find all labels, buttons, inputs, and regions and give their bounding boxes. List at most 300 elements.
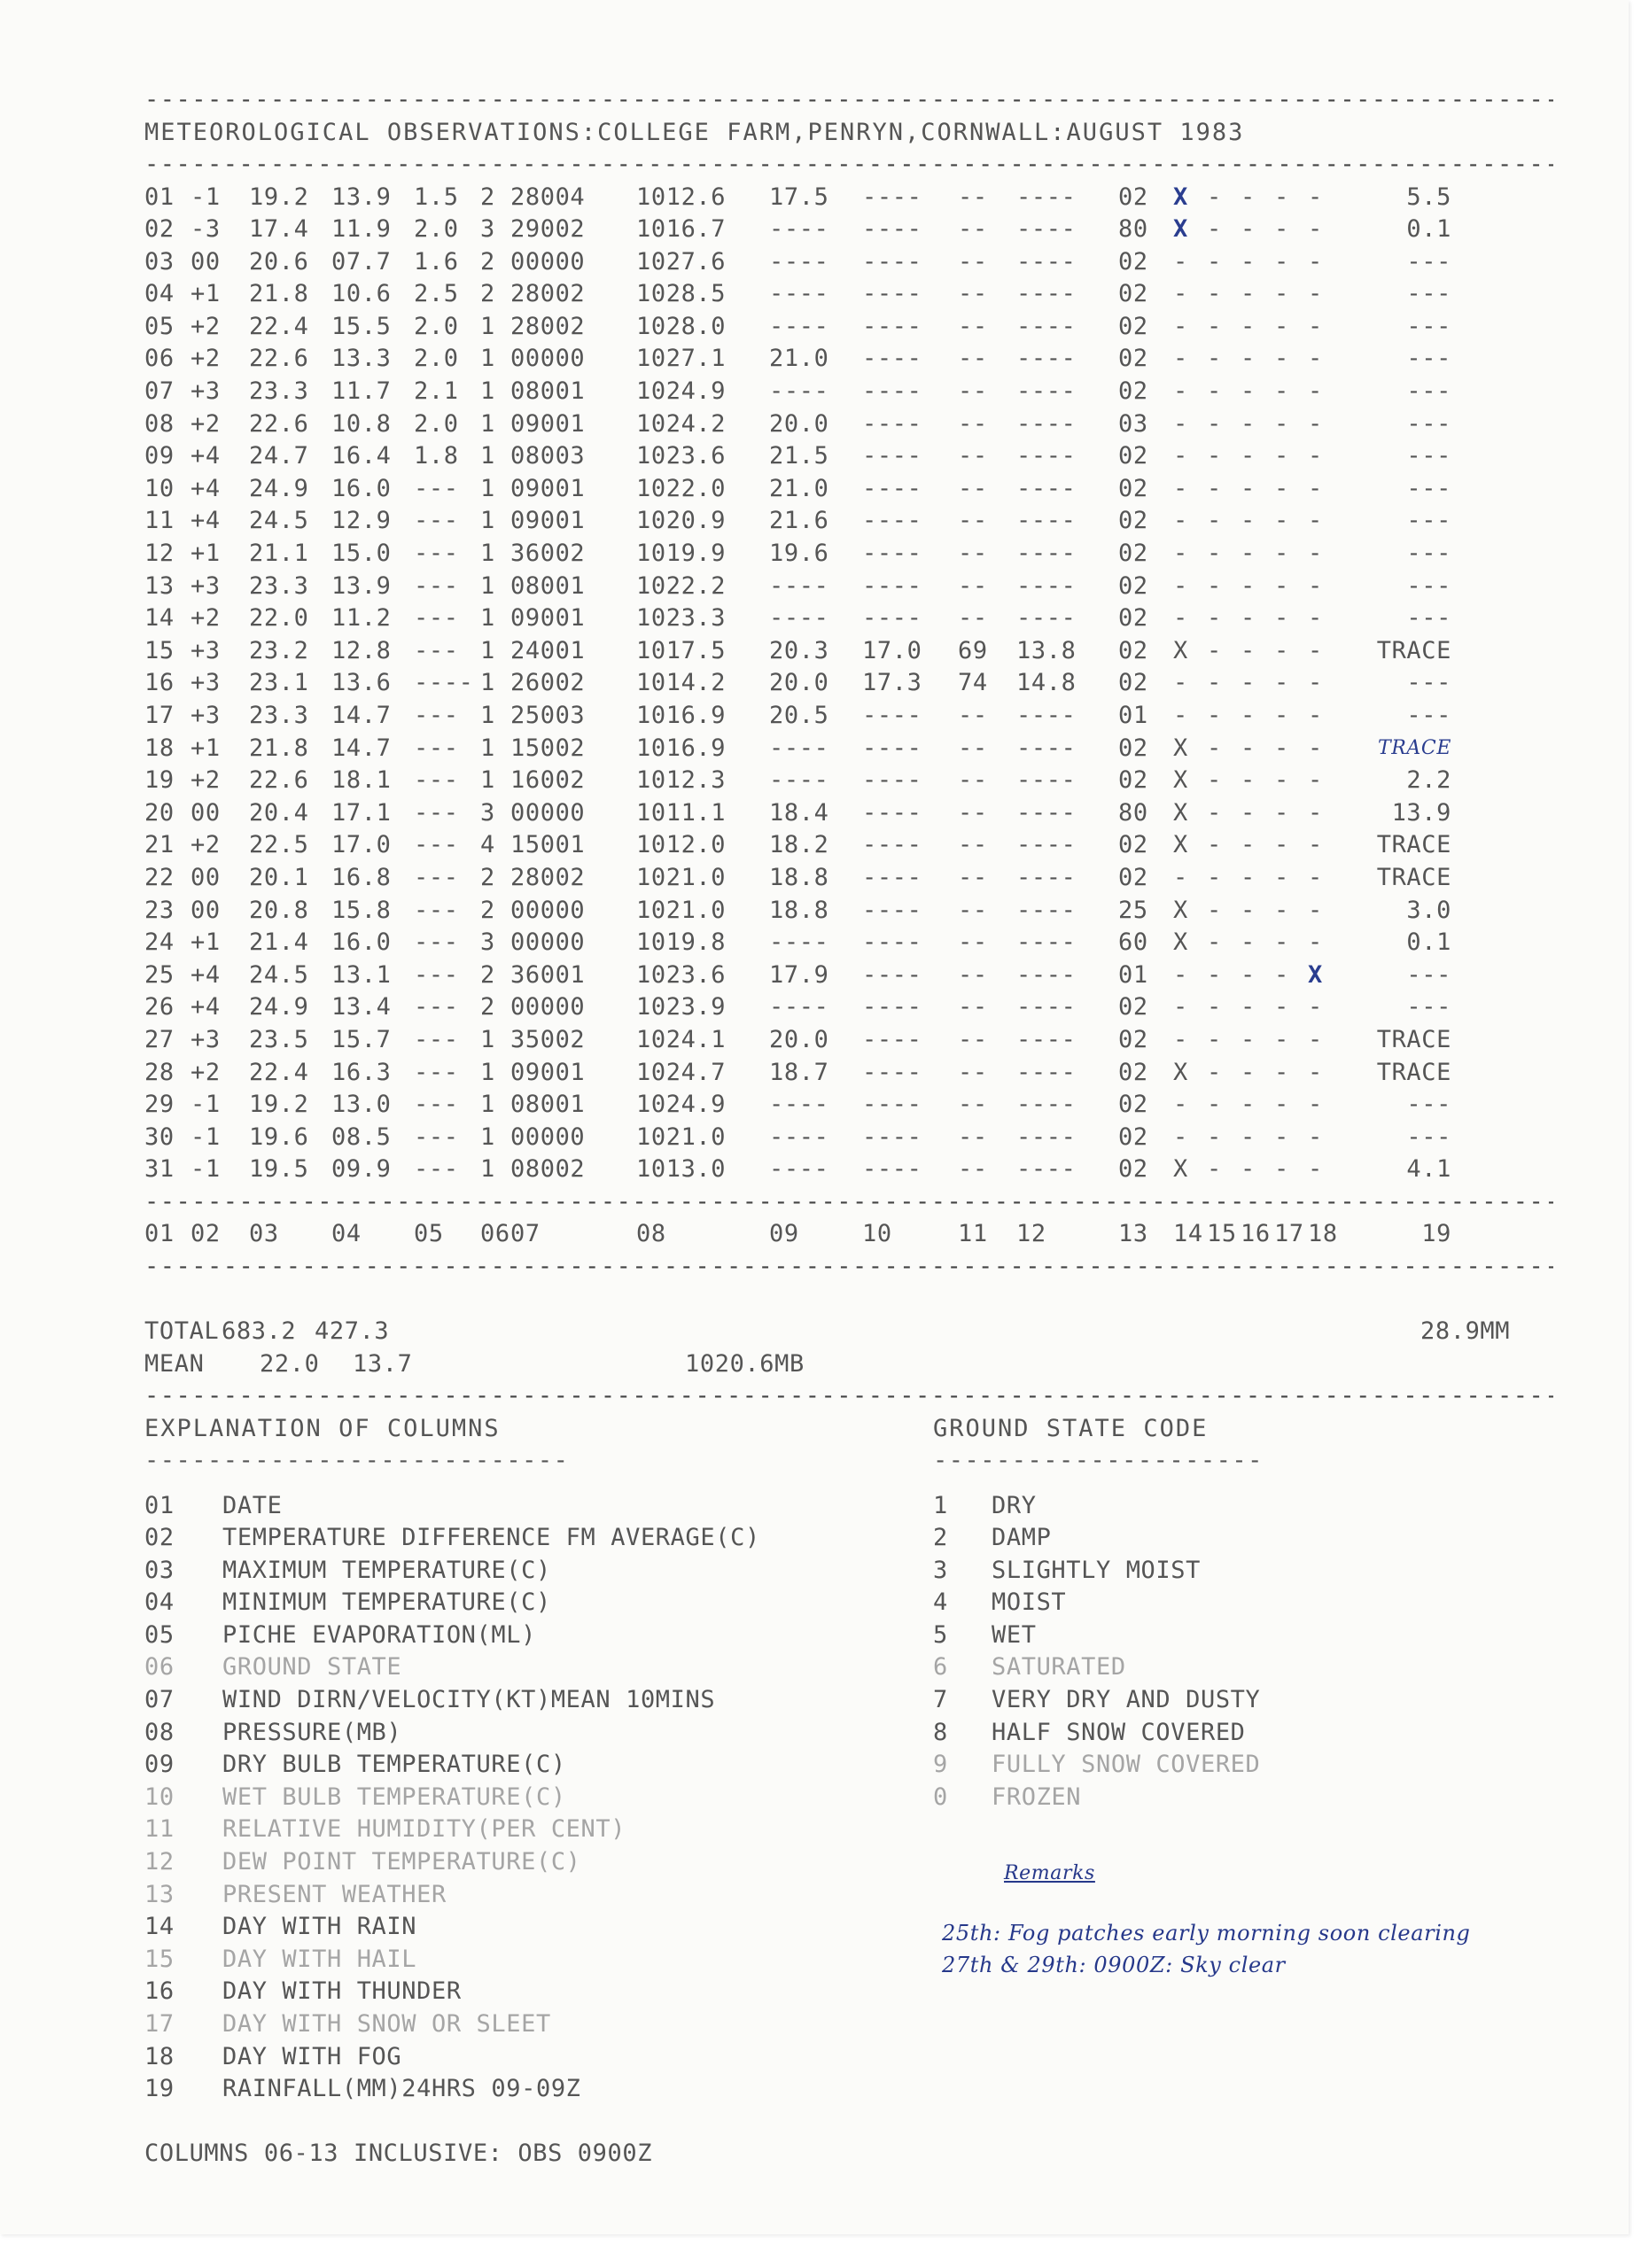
- cell-col-05: 1.5: [414, 183, 459, 211]
- column-explanation-item: [144, 2041, 933, 2074]
- cell-col-02: +4: [191, 442, 221, 470]
- cell-col-18: -: [1308, 831, 1323, 859]
- cell-col-01: 31: [144, 1155, 175, 1184]
- cell-col-02: +3: [191, 1025, 221, 1053]
- cell-col-08: 1023.9: [636, 993, 727, 1021]
- mean-max: 22.0: [260, 1349, 320, 1378]
- cell-col-01: 17: [144, 702, 175, 729]
- cell-col-08: 1023.6: [636, 442, 727, 470]
- column-number: 10: [862, 1220, 892, 1248]
- cell-col-14: X: [1173, 1058, 1188, 1086]
- cell-col-02: 00: [191, 247, 221, 276]
- cell-col-02: +3: [191, 702, 221, 729]
- cell-col-04: 11.9: [331, 215, 392, 244]
- ground-code-text: HALF SNOW COVERED: [992, 1718, 1246, 1746]
- cell-col-11: --: [958, 896, 988, 924]
- cell-col-14: -: [1173, 247, 1188, 276]
- cell-col-19: TRACE: [1377, 736, 1451, 759]
- cell-col-19: TRACE: [1376, 863, 1451, 891]
- cell-col-18: -: [1308, 766, 1323, 795]
- column-number-row: [144, 1218, 1553, 1251]
- column-number: 11: [958, 1220, 988, 1248]
- column-explanation-item: [144, 1651, 933, 1684]
- cell-col-19: ---: [1406, 571, 1451, 600]
- cell-col-10: ----: [862, 734, 922, 762]
- cell-col-16: -: [1241, 734, 1256, 762]
- cell-col-07: 00000: [510, 798, 586, 827]
- cell-col-14: X: [1173, 1155, 1188, 1184]
- cell-col-06: 2: [480, 993, 495, 1021]
- cell-col-13: 02: [1118, 183, 1148, 211]
- cell-col-07: 25003: [510, 702, 586, 729]
- cell-col-01: 04: [144, 280, 175, 308]
- column-explanation-number: 13: [144, 1880, 175, 1908]
- cell-col-04: 13.6: [331, 669, 392, 697]
- cell-col-01: 20: [144, 798, 175, 827]
- cell-col-14: -: [1173, 571, 1188, 600]
- cell-col-11: --: [958, 1091, 988, 1119]
- column-explanation-number: 09: [144, 1751, 175, 1779]
- cell-col-03: 22.6: [249, 345, 309, 373]
- cell-col-05: ---: [414, 766, 459, 795]
- cell-col-19: ---: [1406, 604, 1451, 633]
- cell-col-02: -3: [191, 215, 221, 244]
- observation-table: [144, 182, 1553, 1186]
- cell-col-09: ----: [769, 312, 829, 340]
- cell-col-02: +2: [191, 831, 221, 859]
- cell-col-15: -: [1207, 409, 1222, 438]
- cell-col-14: -: [1173, 702, 1188, 729]
- cell-col-16: -: [1241, 636, 1256, 664]
- cell-col-12: ----: [1016, 1122, 1077, 1151]
- cell-col-12: ----: [1016, 474, 1077, 502]
- cell-col-04: 11.7: [331, 377, 392, 406]
- cell-col-11: --: [958, 863, 988, 891]
- cell-col-07: 09001: [510, 604, 586, 633]
- cell-col-17: -: [1274, 442, 1289, 470]
- cell-col-13: 25: [1118, 896, 1148, 924]
- cell-col-08: 1014.2: [636, 669, 727, 697]
- cell-col-06: 1: [480, 734, 495, 762]
- cell-col-05: ---: [414, 571, 459, 600]
- cell-col-10: ----: [862, 798, 922, 827]
- cell-col-19: 0.1: [1406, 215, 1451, 244]
- cell-col-04: 13.9: [331, 183, 392, 211]
- column-explanation-item: [144, 1490, 933, 1523]
- cell-col-04: 17.1: [331, 798, 392, 827]
- ground-code-number: 2: [933, 1524, 948, 1552]
- cell-col-01: 30: [144, 1122, 175, 1151]
- cell-col-14: -: [1173, 1122, 1188, 1151]
- cell-col-09: ----: [769, 928, 829, 957]
- cell-col-17: -: [1274, 766, 1289, 795]
- cell-col-19: TRACE: [1376, 831, 1451, 859]
- table-row: [144, 602, 1553, 635]
- cell-col-10: ----: [862, 993, 922, 1021]
- cell-col-19: 2.2: [1406, 766, 1451, 795]
- cell-col-18: -: [1308, 409, 1323, 438]
- cell-col-18: -: [1308, 1122, 1323, 1151]
- cell-col-12: ----: [1016, 1091, 1077, 1119]
- cell-col-04: 13.0: [331, 1091, 392, 1119]
- cell-col-13: 02: [1118, 540, 1148, 568]
- cell-col-03: 23.5: [249, 1025, 309, 1053]
- cell-col-09: 21.6: [769, 507, 829, 535]
- cell-col-04: 11.2: [331, 604, 392, 633]
- cell-col-04: 10.8: [331, 409, 392, 438]
- cell-col-19: ---: [1406, 312, 1451, 340]
- ground-code-item: [933, 1555, 1553, 1588]
- cell-col-07: 15002: [510, 734, 586, 762]
- cell-col-06: 1: [480, 540, 495, 568]
- cell-col-14: X: [1173, 831, 1188, 859]
- total-max: 683.2: [222, 1317, 297, 1345]
- cell-col-13: 03: [1118, 409, 1148, 438]
- cell-col-06: 1: [480, 1091, 495, 1119]
- column-explanation-item: [144, 1619, 933, 1652]
- cell-col-10: ----: [862, 312, 922, 340]
- cell-col-16: -: [1241, 928, 1256, 957]
- cell-col-18: -: [1308, 1091, 1323, 1119]
- cell-col-13: 02: [1118, 1122, 1148, 1151]
- totals-block: [144, 1316, 1553, 1380]
- cell-col-01: 19: [144, 766, 175, 795]
- cell-col-01: 08: [144, 409, 175, 438]
- cell-col-05: ---: [414, 507, 459, 535]
- cell-col-01: 03: [144, 247, 175, 276]
- cell-col-09: 18.8: [769, 896, 829, 924]
- cell-col-02: +4: [191, 507, 221, 535]
- cell-col-16: -: [1241, 669, 1256, 697]
- page-title: METEOROLOGICAL OBSERVATIONS:COLLEGE FARM,PENRYN,CORNWALL:AUGUST 1983: [144, 118, 1245, 146]
- cell-col-10: ----: [862, 183, 922, 211]
- mean-min: 13.7: [353, 1349, 413, 1378]
- cell-col-17: -: [1274, 312, 1289, 340]
- cell-col-09: 20.0: [769, 1025, 829, 1053]
- ground-code-text: SATURATED: [992, 1653, 1126, 1682]
- divider: [144, 149, 1553, 182]
- table-row: [144, 635, 1553, 668]
- cell-col-09: ----: [769, 1122, 829, 1151]
- cell-col-10: ----: [862, 377, 922, 406]
- cell-col-16: -: [1241, 1025, 1256, 1053]
- cell-col-02: -1: [191, 1091, 221, 1119]
- cell-col-18: -: [1308, 345, 1323, 373]
- cell-col-06: 1: [480, 1025, 495, 1053]
- cell-col-13: 02: [1118, 766, 1148, 795]
- ground-code-item: [933, 1749, 1553, 1782]
- cell-col-05: 2.0: [414, 312, 459, 340]
- cell-col-07: 36001: [510, 960, 586, 989]
- cell-col-03: 24.9: [249, 474, 309, 502]
- cell-col-19: ---: [1406, 409, 1451, 438]
- column-explanation-text: GROUND STATE: [222, 1653, 402, 1682]
- cell-col-08: 1027.6: [636, 247, 727, 276]
- cell-col-05: ----: [414, 669, 474, 697]
- column-number: 07: [510, 1220, 541, 1248]
- cell-col-15: -: [1207, 636, 1222, 664]
- cell-col-05: ---: [414, 960, 459, 989]
- cell-col-10: ----: [862, 1155, 922, 1184]
- cell-col-17: -: [1274, 604, 1289, 633]
- cell-col-08: 1021.0: [636, 896, 727, 924]
- cell-col-10: ----: [862, 928, 922, 957]
- cell-col-09: 18.2: [769, 831, 829, 859]
- cell-col-03: 24.7: [249, 442, 309, 470]
- cell-col-12: ----: [1016, 540, 1077, 568]
- cell-col-01: 23: [144, 896, 175, 924]
- table-row: [144, 343, 1553, 376]
- column-explanation-item: [144, 1684, 933, 1717]
- column-number: 06: [480, 1220, 510, 1248]
- cell-col-11: --: [958, 960, 988, 989]
- cell-col-19: ---: [1406, 960, 1451, 989]
- cell-col-02: +1: [191, 928, 221, 957]
- cell-col-04: 18.1: [331, 766, 392, 795]
- divider: [144, 1186, 1553, 1219]
- cell-col-04: 15.5: [331, 312, 392, 340]
- table-row: [144, 246, 1553, 279]
- cell-col-15: -: [1207, 1122, 1222, 1151]
- cell-col-15: -: [1207, 507, 1222, 535]
- cell-col-13: 02: [1118, 312, 1148, 340]
- cell-col-14: -: [1173, 507, 1188, 535]
- cell-col-16: -: [1241, 247, 1256, 276]
- cell-col-09: ----: [769, 247, 829, 276]
- cell-col-11: --: [958, 993, 988, 1021]
- cell-col-06: 1: [480, 377, 495, 406]
- cell-col-05: ---: [414, 636, 459, 664]
- cell-col-14: -: [1173, 280, 1188, 308]
- cell-col-01: 28: [144, 1058, 175, 1086]
- cell-col-18: -: [1308, 312, 1323, 340]
- cell-col-05: 2.0: [414, 409, 459, 438]
- column-number: 09: [769, 1220, 799, 1248]
- cell-col-12: ----: [1016, 409, 1077, 438]
- cell-col-11: --: [958, 1122, 988, 1151]
- cell-col-12: ----: [1016, 247, 1077, 276]
- observation-page: [144, 84, 1553, 2170]
- remark-line-1: 25th: Fog patches early morning soon clearing: [942, 1920, 1471, 1946]
- cell-col-18: -: [1308, 1155, 1323, 1184]
- cell-col-06: 1: [480, 409, 495, 438]
- total-rainfall: 28.9MM: [1420, 1317, 1511, 1345]
- cell-col-02: +2: [191, 1058, 221, 1086]
- column-explanation-item: [144, 1944, 933, 1977]
- cell-col-05: 2.0: [414, 215, 459, 244]
- cell-col-04: 13.3: [331, 345, 392, 373]
- cell-col-02: 00: [191, 798, 221, 827]
- cell-col-01: 06: [144, 345, 175, 373]
- cell-col-06: 2: [480, 896, 495, 924]
- column-explanation-item: [144, 1976, 933, 2008]
- cell-col-08: 1023.6: [636, 960, 727, 989]
- cell-col-05: 2.0: [414, 345, 459, 373]
- cell-col-05: ---: [414, 896, 459, 924]
- cell-col-11: --: [958, 831, 988, 859]
- cell-col-16: -: [1241, 831, 1256, 859]
- table-row: [144, 991, 1553, 1024]
- column-explanation-number: 19: [144, 2075, 175, 2103]
- cell-col-19: ---: [1406, 377, 1451, 406]
- cell-col-10: ----: [862, 409, 922, 438]
- cell-col-09: 20.3: [769, 636, 829, 664]
- cell-col-13: 80: [1118, 798, 1148, 827]
- ground-code-text: WET: [992, 1620, 1037, 1649]
- cell-col-02: +2: [191, 312, 221, 340]
- cell-col-10: ----: [862, 247, 922, 276]
- cell-col-11: --: [958, 312, 988, 340]
- ground-code-item: [933, 1717, 1553, 1750]
- cell-col-19: 13.9: [1391, 798, 1451, 827]
- cell-col-05: ---: [414, 1025, 459, 1053]
- ground-code-item: [933, 1684, 1553, 1717]
- cell-col-14: -: [1173, 409, 1188, 438]
- cell-col-02: +3: [191, 571, 221, 600]
- cell-col-08: 1013.0: [636, 1155, 727, 1184]
- cell-col-03: 23.1: [249, 669, 309, 697]
- cell-col-12: ----: [1016, 1155, 1077, 1184]
- cell-col-12: ----: [1016, 734, 1077, 762]
- footer-note: COLUMNS 06-13 INCLUSIVE: OBS 0900Z: [144, 2139, 653, 2167]
- column-explanation-text: DEW POINT TEMPERATURE(C): [222, 1848, 581, 1876]
- cell-col-06: 2: [480, 183, 495, 211]
- cell-col-17: -: [1274, 215, 1289, 244]
- cell-col-01: 22: [144, 863, 175, 891]
- cell-col-03: 19.2: [249, 1091, 309, 1119]
- cell-col-06: 1: [480, 604, 495, 633]
- table-row: [144, 667, 1553, 700]
- cell-col-02: -1: [191, 183, 221, 211]
- ground-code-text: MOIST: [992, 1588, 1067, 1617]
- cell-col-08: 1012.0: [636, 831, 727, 859]
- cell-col-09: 21.5: [769, 442, 829, 470]
- cell-col-09: ----: [769, 766, 829, 795]
- cell-col-07: 00000: [510, 1122, 586, 1151]
- cell-col-01: 12: [144, 540, 175, 568]
- cell-col-07: 09001: [510, 409, 586, 438]
- table-row: [144, 829, 1553, 862]
- cell-col-14: -: [1173, 863, 1188, 891]
- column-explanation-text: TEMPERATURE DIFFERENCE FM AVERAGE(C): [222, 1524, 760, 1552]
- column-explanation-text: MINIMUM TEMPERATURE(C): [222, 1588, 551, 1617]
- ground-code-item: [933, 1587, 1553, 1619]
- table-row: [144, 927, 1553, 959]
- cell-col-10: ----: [862, 1025, 922, 1053]
- ground-heading: GROUND STATE CODE: [933, 1414, 1209, 1442]
- cell-col-17: -: [1274, 636, 1289, 664]
- cell-col-11: --: [958, 766, 988, 795]
- cell-col-01: 18: [144, 734, 175, 762]
- cell-col-14: -: [1173, 1025, 1188, 1053]
- table-row: [144, 571, 1553, 603]
- cell-col-19: ---: [1406, 993, 1451, 1021]
- cell-col-11: --: [958, 798, 988, 827]
- cell-col-15: -: [1207, 928, 1222, 957]
- column-explanation-number: 08: [144, 1718, 175, 1746]
- cell-col-17: -: [1274, 798, 1289, 827]
- ground-code-item: [933, 1651, 1553, 1684]
- cell-col-13: 02: [1118, 669, 1148, 697]
- cell-col-06: 1: [480, 571, 495, 600]
- column-explanation-item: [144, 1522, 933, 1555]
- cell-col-19: ---: [1406, 442, 1451, 470]
- explanation-section: [144, 1413, 1553, 2106]
- cell-col-16: -: [1241, 409, 1256, 438]
- cell-col-14: X: [1173, 928, 1188, 957]
- cell-col-05: ---: [414, 702, 459, 729]
- cell-col-07: 08001: [510, 571, 586, 600]
- cell-col-03: 24.5: [249, 507, 309, 535]
- column-number: 14: [1173, 1220, 1203, 1248]
- cell-col-15: -: [1207, 183, 1222, 211]
- cell-col-18: -: [1308, 571, 1323, 600]
- cell-col-17: -: [1274, 345, 1289, 373]
- ground-code-item: [933, 1522, 1553, 1555]
- column-number: 17: [1274, 1220, 1304, 1248]
- cell-col-17: -: [1274, 540, 1289, 568]
- cell-col-09: 18.7: [769, 1058, 829, 1086]
- cell-col-16: -: [1241, 604, 1256, 633]
- cell-col-18: -: [1308, 928, 1323, 957]
- cell-col-02: +1: [191, 280, 221, 308]
- cell-col-18: -: [1308, 247, 1323, 276]
- cell-col-07: 00000: [510, 896, 586, 924]
- column-explanation-number: 17: [144, 2010, 175, 2038]
- cell-col-12: ----: [1016, 345, 1077, 373]
- ground-code-number: 4: [933, 1588, 948, 1617]
- cell-col-17: -: [1274, 183, 1289, 211]
- cell-col-15: -: [1207, 960, 1222, 989]
- cell-col-12: ----: [1016, 960, 1077, 989]
- cell-col-15: -: [1207, 798, 1222, 827]
- cell-col-05: ---: [414, 474, 459, 502]
- cell-col-10: ----: [862, 766, 922, 795]
- column-number: 02: [191, 1220, 221, 1248]
- cell-col-14: -: [1173, 474, 1188, 502]
- cell-col-11: --: [958, 1058, 988, 1086]
- cell-col-18: -: [1308, 993, 1323, 1021]
- cell-col-10: ----: [862, 345, 922, 373]
- cell-col-11: --: [958, 247, 988, 276]
- cell-col-15: -: [1207, 247, 1222, 276]
- cell-col-04: 16.0: [331, 474, 392, 502]
- cell-col-16: -: [1241, 766, 1256, 795]
- cell-col-14: -: [1173, 442, 1188, 470]
- cell-col-08: 1016.9: [636, 702, 727, 729]
- column-number: 01: [144, 1220, 175, 1248]
- cell-col-10: ----: [862, 960, 922, 989]
- cell-col-13: 02: [1118, 474, 1148, 502]
- cell-col-11: --: [958, 507, 988, 535]
- cell-col-04: 16.8: [331, 863, 392, 891]
- cell-col-10: ----: [862, 474, 922, 502]
- divider: [144, 1251, 1553, 1284]
- cell-col-08: 1024.9: [636, 377, 727, 406]
- cell-col-11: 69: [958, 636, 988, 664]
- cell-col-18: -: [1308, 507, 1323, 535]
- cell-col-17: -: [1274, 928, 1289, 957]
- table-row: [144, 765, 1553, 797]
- cell-col-15: -: [1207, 1058, 1222, 1086]
- cell-col-17: -: [1274, 1155, 1289, 1184]
- cell-col-13: 02: [1118, 571, 1148, 600]
- column-explanation-item: [144, 2008, 933, 2041]
- cell-col-06: 2: [480, 863, 495, 891]
- cell-col-16: -: [1241, 1155, 1256, 1184]
- cell-col-03: 21.8: [249, 280, 309, 308]
- table-row: [144, 1057, 1553, 1090]
